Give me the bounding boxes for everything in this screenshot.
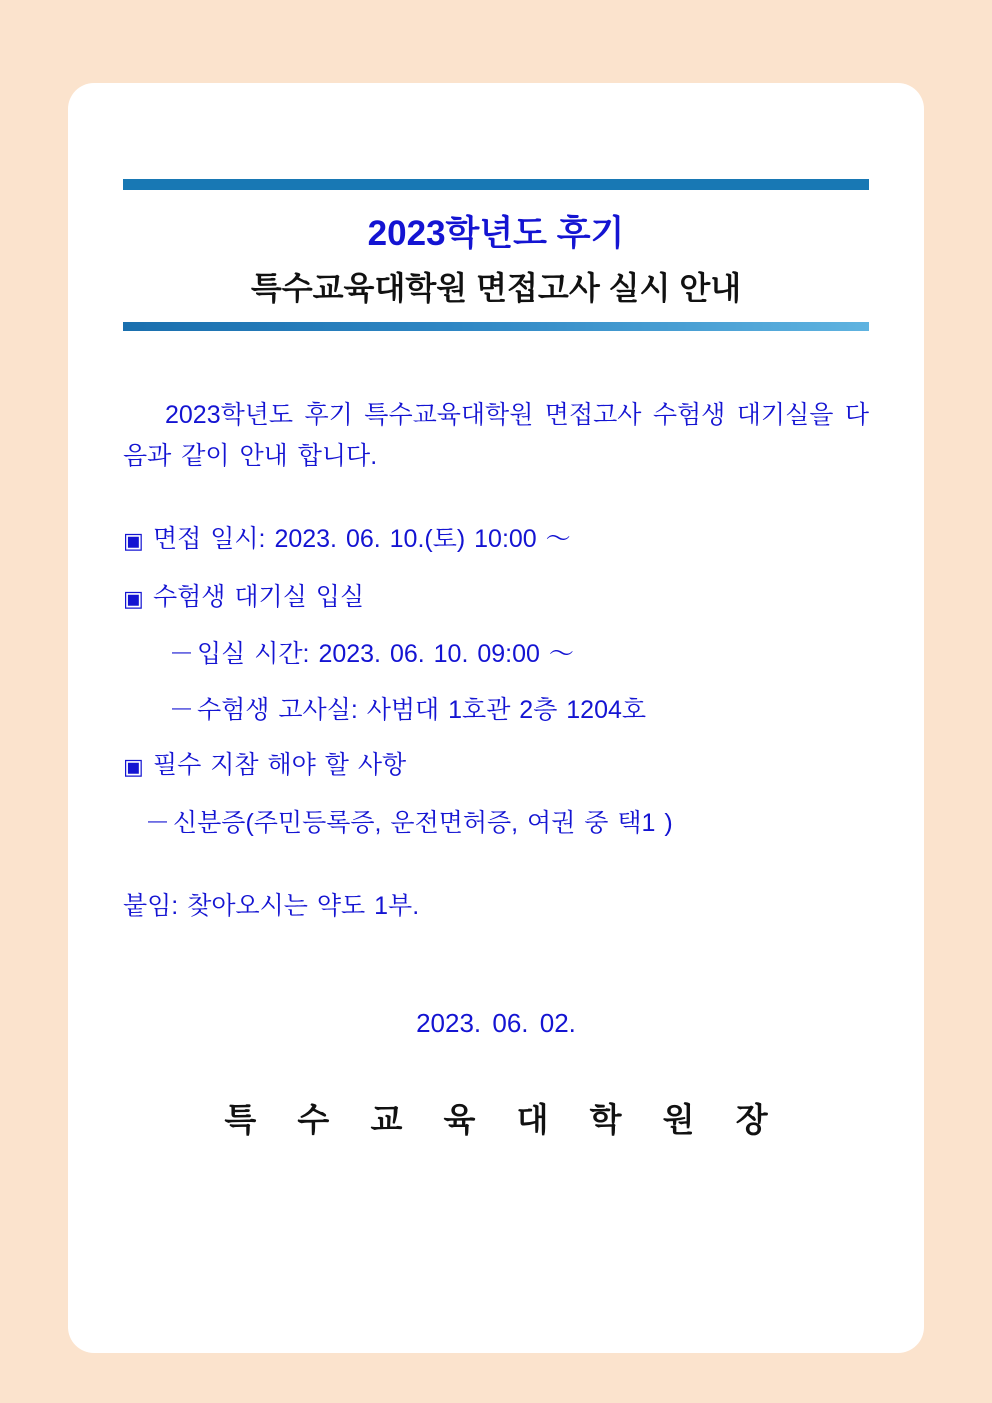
list-item — [123, 579, 869, 617]
dash-bullet-icon: － — [145, 808, 171, 837]
dash-bullet-icon: － — [169, 695, 195, 724]
top-divider — [123, 179, 869, 190]
notice-paper — [68, 83, 924, 1353]
sub-list-item — [145, 805, 869, 843]
notice-content — [123, 179, 869, 1141]
sub-list-item-label: 수험생 고사실: 사범대 1호관 2층 1204호 — [197, 695, 647, 724]
sub-list-item — [169, 636, 869, 674]
square-bullet-icon: ▣ — [123, 754, 144, 780]
sub-list-item — [169, 692, 869, 730]
sub-list-item-label: 입실 시간: 2023. 06. 10. 09:00 ～ — [197, 640, 574, 669]
intro-text: 2023학년도 후기 특수교육대학원 면접고사 수험생 대기실을 다음과 같이 안내 합니다. — [123, 400, 869, 470]
square-bullet-icon: ▣ — [123, 585, 144, 611]
sub-list-item-label: 신분증(주민등록증, 운전면허증, 여권 중 택1 ) — [173, 808, 673, 837]
list-item-label: 면접 일시: 2023. 06. 10.(토) 10:00 ～ — [153, 525, 571, 554]
notice-title-block — [123, 190, 869, 322]
list-item — [123, 521, 869, 559]
list-item-label: 수험생 대기실 입실 — [153, 582, 365, 611]
intro-paragraph — [123, 395, 869, 478]
list-item — [123, 747, 869, 785]
list-item-label: 필수 지참 해야 할 사항 — [153, 751, 407, 780]
issuer-signature: 특 수 교 육 대 학 원 장 — [224, 1101, 784, 1139]
page-title-year: 2023학년도 후기 — [367, 214, 625, 253]
bullet-list — [123, 521, 869, 842]
square-bullet-icon: ▣ — [123, 528, 144, 554]
issue-date: 2023. 06. 02. — [416, 1008, 576, 1039]
dash-bullet-icon: － — [169, 640, 195, 669]
bottom-divider — [123, 322, 869, 331]
page-title-subject: 특수교육대학원 면접고사 실시 안내 — [250, 269, 742, 306]
attachment-note: 붙임: 찾아오시는 약도 1부. — [123, 892, 420, 921]
